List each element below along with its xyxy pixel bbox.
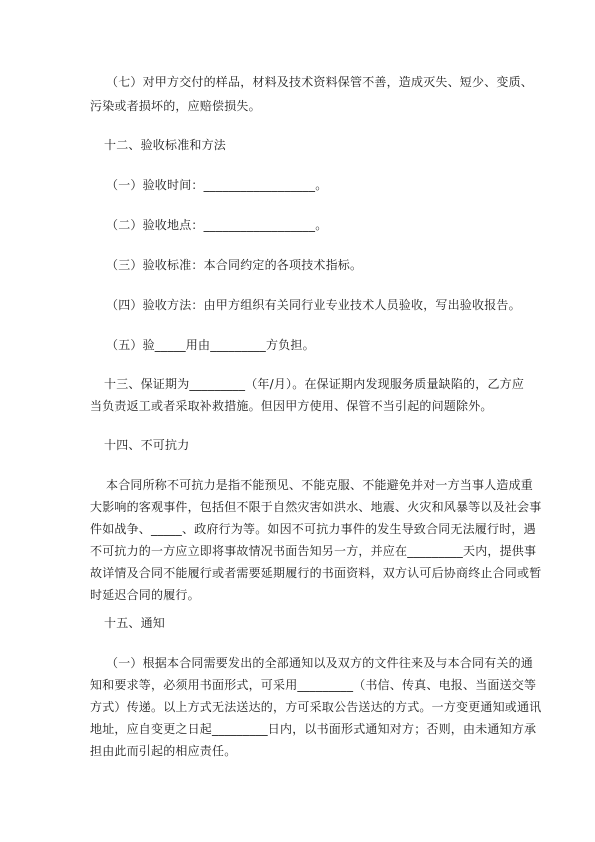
clause-15-line-4: 地址，应自变更之日起_________日内，以书面形式通知对方；否则，由未通知方承 bbox=[90, 722, 537, 736]
clause-15-line-1: （一）根据本合同需要发出的全部通知以及双方的文件往来及与本合同有关的通 bbox=[106, 656, 534, 670]
clause-14-line-6: 时延迟合同的履行。 bbox=[90, 588, 200, 602]
clause-11-item-7-line-1: （七）对甲方交付的样品，材料及技术资料保管不善，造成灭失、短少、变质、 bbox=[106, 75, 534, 89]
clause-15-line-2: 知和要求等，必须用书面形式，可采用_________（书信、传真、电报、当面送交等 bbox=[90, 678, 537, 692]
clause-14-line-1: 本合同所称不可抗力是指不能预见、不能克服、不能避免并对一方当事人造成重 bbox=[106, 478, 534, 492]
clause-12-item-4: （四）验收方法：由甲方组织有关同行业专业技术人员验收，写出验收报告。 bbox=[106, 298, 521, 312]
clause-14-heading: 十四、不可抗力 bbox=[104, 438, 190, 452]
clause-12-item-1: （一）验收时间：__________________。 bbox=[106, 178, 328, 192]
clause-15-line-3: 方式）传递。以上方式无法送达的，方可采取公告送达的方式。一方变更通知或通讯 bbox=[90, 700, 542, 714]
clause-14-line-2: 大影响的客观事件，包括但不限于自然灾害如洪水、地震、火灾和风暴等以及社会事 bbox=[90, 500, 542, 514]
clause-14-line-3: 件如战争、_____、政府行为等。如因不可抗力事件的发生导致合同无法履行时，遇 bbox=[90, 522, 536, 536]
clause-14-line-4: 不可抗力的一方应立即将事故情况书面告知另一方，并应在_________天内，提供事 bbox=[90, 544, 537, 558]
clause-12-item-5: （五）验_____用由_________方负担。 bbox=[106, 338, 315, 352]
clause-12-item-3: （三）验收标准：本合同约定的各项技术指标。 bbox=[106, 258, 363, 272]
clause-13-line-2: 当负责返工或者采取补救措施。但因甲方使用、保管不当引起的问题除外。 bbox=[90, 399, 493, 413]
clause-12-heading: 十二、验收标准和方法 bbox=[104, 138, 227, 152]
clause-12-item-2: （二）验收地点：__________________。 bbox=[106, 218, 328, 232]
clause-13-line-1: 十三、保证期为_________（年/月）。在保证期内发现服务质量缺陷的，乙方应 bbox=[104, 377, 525, 391]
clause-15-line-5: 担由此而引起的相应责任。 bbox=[90, 744, 237, 758]
clause-15-heading: 十五、通知 bbox=[104, 616, 166, 630]
clause-14-line-5: 故详情及合同不能履行或者需要延期履行的书面资料，双方认可后协商终止合同或暂 bbox=[90, 566, 542, 580]
clause-11-item-7-line-2: 污染或者损坏的，应赔偿损失。 bbox=[90, 99, 261, 113]
